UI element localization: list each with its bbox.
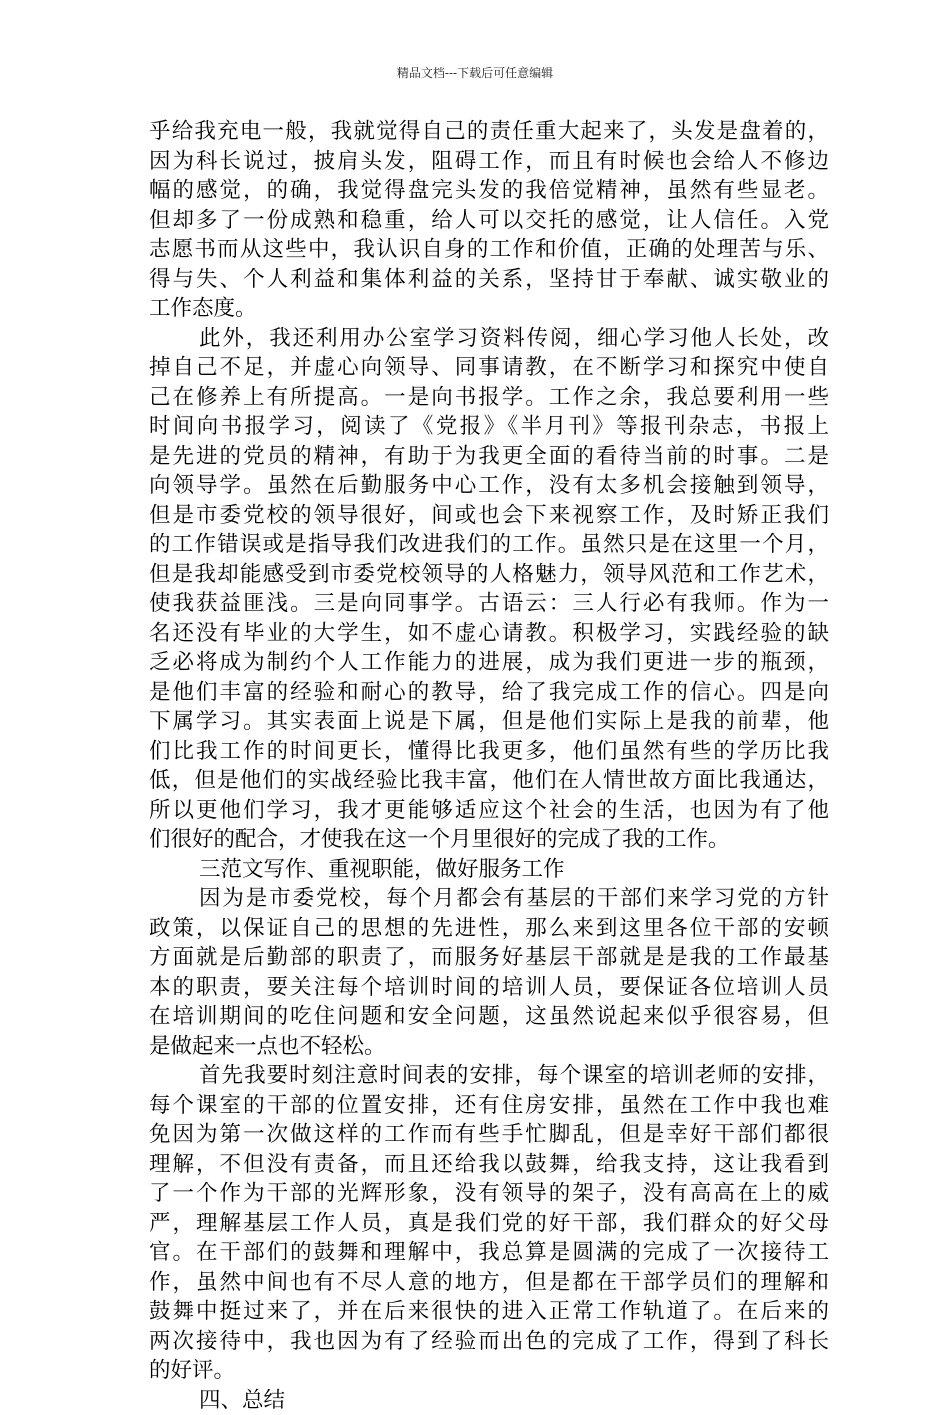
text-line: 所以更他们学习，我才更能够适应这个社会的生活，也因为有了他	[149, 796, 829, 826]
text-line: 因为科长说过，披肩头发，阻碍工作，而且有时候也会给人不修边	[149, 147, 829, 177]
text-line: 己在修养上有所提高。一是向书报学。工作之余，我总要利用一些	[149, 383, 829, 413]
text-line: 在培训期间的吃住问题和安全问题，这虽然说起来似乎很容易，但	[149, 1002, 829, 1032]
document-body	[149, 117, 829, 1415]
text-line: 官。在干部们的鼓舞和理解中，我总算是圆满的完成了一次接待工	[149, 1238, 829, 1268]
section-heading: 三范文写作、重视职能，做好服务工作	[149, 855, 829, 885]
text-line: 免因为第一次做这样的工作而有些手忙脚乱，但是幸好干部们都很	[149, 1120, 829, 1150]
text-line: 但是市委党校的领导很好，间或也会下来视察工作，及时矫正我们	[149, 501, 829, 531]
text-line: 得与失、个人利益和集体利益的关系，坚持甘于奉献、诚实敬业的	[149, 265, 829, 295]
text-line: 作，虽然中间也有不尽人意的地方，但是都在干部学员们的理解和	[149, 1268, 829, 1298]
text-line: 向领导学。虽然在后勤服务中心工作，没有太多机会接触到领导，	[149, 471, 829, 501]
text-line: 是他们丰富的经验和耐心的教导，给了我完成工作的信心。四是向	[149, 678, 829, 708]
text-line: 的好评。	[149, 1356, 829, 1386]
text-line: 使我获益匪浅。三是向同事学。古语云：三人行必有我师。作为一	[149, 589, 829, 619]
text-line: 志愿书而从这些中，我认识自身的工作和价值，正确的处理苦与乐、	[149, 235, 829, 265]
paragraph-start-line: 首先我要时刻注意时间表的安排，每个课室的培训老师的安排，	[149, 1061, 829, 1091]
text-line: 两次接待中，我也因为有了经验而出色的完成了工作，得到了科长	[149, 1327, 829, 1357]
text-line: 们很好的配合，才使我在这一个月里很好的完成了我的工作。	[149, 825, 829, 855]
text-line: 是做起来一点也不轻松。	[149, 1032, 829, 1062]
text-line: 理解，不但没有责备，而且还给我以鼓舞，给我支持，这让我看到	[149, 1150, 829, 1180]
text-line: 工作态度。	[149, 294, 829, 324]
text-line: 名还没有毕业的大学生，如不虚心请教。积极学习，实践经验的缺	[149, 619, 829, 649]
text-line: 严，理解基层工作人员，真是我们党的好干部，我们群众的好父母	[149, 1209, 829, 1239]
text-line: 但却多了一份成熟和稳重，给人可以交托的感觉，让人信任。入党	[149, 206, 829, 236]
page-header: 精品文档---下载后可任意编辑	[0, 66, 950, 80]
text-line: 时间向书报学习，阅读了《党报》《半月刊》等报刊杂志，书报上	[149, 412, 829, 442]
text-line: 了一个作为干部的光辉形象，没有领导的架子，没有高高在上的威	[149, 1179, 829, 1209]
section-heading: 四、总结	[149, 1386, 829, 1415]
text-line: 低，但是他们的实战经验比我丰富，他们在人情世故方面比我通达，	[149, 766, 829, 796]
paragraph-start-line: 此外，我还利用办公室学习资料传阅，细心学习他人长处，改	[149, 324, 829, 354]
paragraph-start-line: 因为是市委党校，每个月都会有基层的干部们来学习党的方针	[149, 884, 829, 914]
text-line: 掉自己不足，并虚心向领导、同事请教，在不断学习和探究中使自	[149, 353, 829, 383]
text-line: 的工作错误或是指导我们改进我们的工作。虽然只是在这里一个月，	[149, 530, 829, 560]
text-line: 政策，以保证自己的思想的先进性，那么来到这里各位干部的安顿	[149, 914, 829, 944]
text-line: 每个课室的干部的位置安排，还有住房安排，虽然在工作中我也难	[149, 1091, 829, 1121]
text-line: 是先进的党员的精神，有助于为我更全面的看待当前的时事。二是	[149, 442, 829, 472]
text-line: 下属学习。其实表面上说是下属，但是他们实际上是我的前辈，他	[149, 707, 829, 737]
text-line: 乎给我充电一般，我就觉得自己的责任重大起来了，头发是盘着的，	[149, 117, 829, 147]
text-line: 本的职责，要关注每个培训时间的培训人员，要保证各位培训人员	[149, 973, 829, 1003]
text-line: 但是我却能感受到市委党校领导的人格魅力，领导风范和工作艺术，	[149, 560, 829, 590]
text-line: 幅的感觉，的确，我觉得盘完头发的我倍觉精神，虽然有些显老。	[149, 176, 829, 206]
text-line: 方面就是后勤部的职责了，而服务好基层干部就是是我的工作最基	[149, 943, 829, 973]
text-line: 乏必将成为制约个人工作能力的进展，成为我们更进一步的瓶颈，	[149, 648, 829, 678]
text-line: 鼓舞中挺过来了，并在后来很快的进入正常工作轨道了。在后来的	[149, 1297, 829, 1327]
text-line: 们比我工作的时间更长，懂得比我更多，他们虽然有些的学历比我	[149, 737, 829, 767]
